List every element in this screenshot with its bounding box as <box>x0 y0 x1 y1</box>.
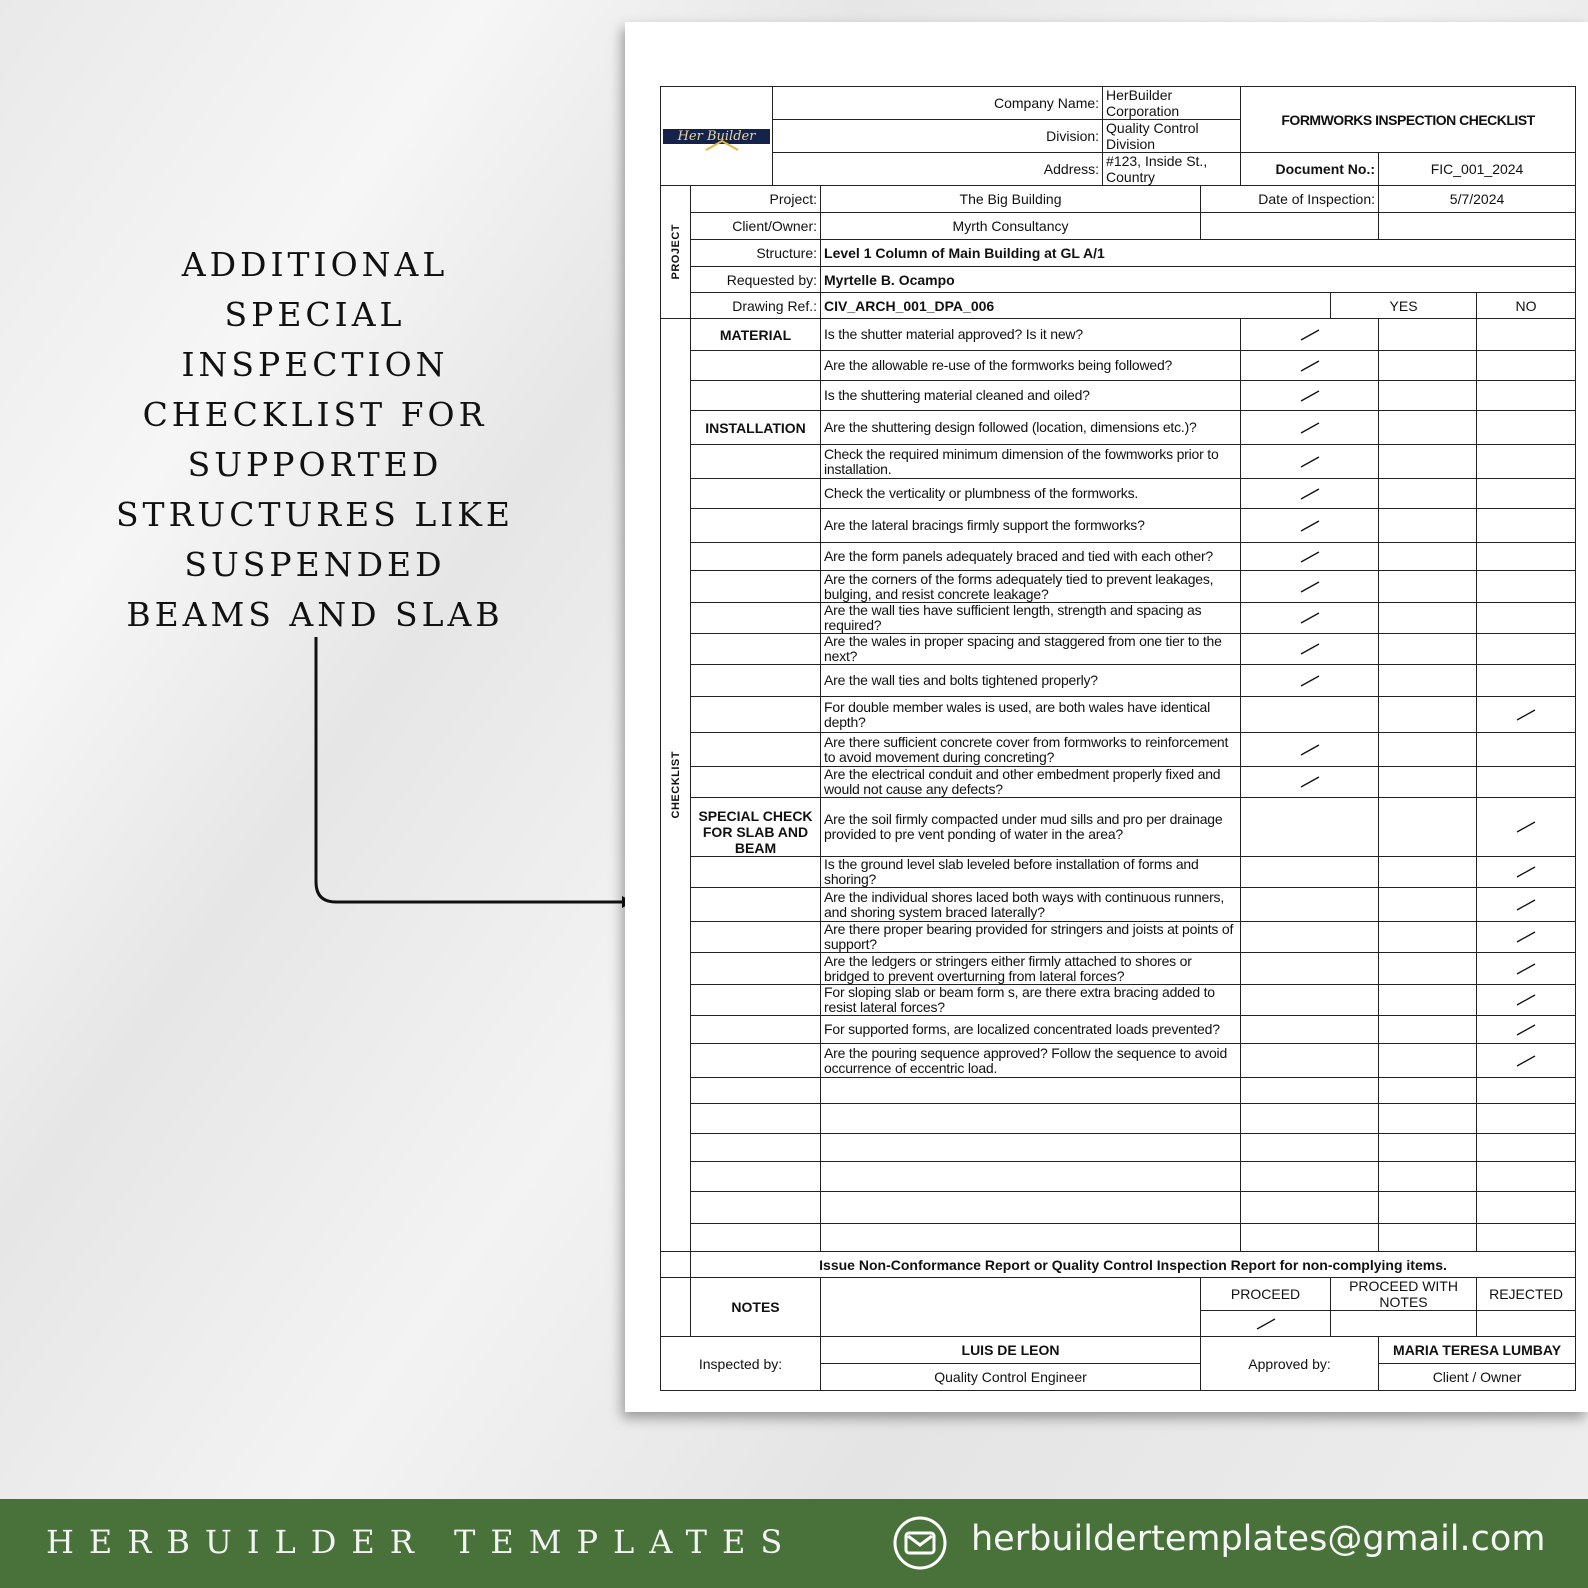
caption-line: SPECIAL <box>224 295 406 334</box>
checklist-row <box>661 1104 1576 1134</box>
checklist-row <box>661 1192 1576 1224</box>
issue-note: Issue Non-Conformance Report or Quality Control Inspection Report for non-complying items. <box>691 1252 1576 1278</box>
category-cell <box>691 1016 821 1044</box>
caption-line: STRUCTURES LIKE <box>115 495 515 534</box>
check-mark-icon <box>1299 328 1321 342</box>
notes-field[interactable] <box>821 1278 1201 1337</box>
answer-cell[interactable] <box>1241 319 1379 351</box>
check-mark-icon <box>1299 359 1321 373</box>
checklist-row <box>661 509 1576 543</box>
answer-cell[interactable] <box>1477 922 1576 953</box>
category-cell <box>691 767 821 798</box>
checklist-row <box>661 1044 1576 1078</box>
answer-cell[interactable] <box>1477 1016 1576 1044</box>
checklist-row <box>661 767 1576 798</box>
proceed-box[interactable] <box>1201 1311 1331 1337</box>
question-text <box>821 1162 1241 1192</box>
answer-cell[interactable] <box>1379 1192 1477 1224</box>
check-mark-icon <box>1299 775 1321 789</box>
date-value: 5/7/2024 <box>1379 186 1576 213</box>
checklist-row <box>661 634 1576 665</box>
category-cell <box>691 634 821 665</box>
answer-cell[interactable] <box>1379 411 1477 445</box>
answer-cell[interactable] <box>1241 665 1379 697</box>
blank-cell <box>1201 213 1379 240</box>
question-text: Check the required minimum dimension of the fowmworks prior to installation. <box>821 445 1241 479</box>
answer-cell[interactable] <box>1477 509 1576 543</box>
mail-icon <box>892 1515 948 1571</box>
question-text: Are the ledgers or stringers either firmly attached to shores or bridged to prevent overturning from lateral forces? <box>821 953 1241 985</box>
question-text: Are the lateral bracings firmly support the formworks? <box>821 509 1241 543</box>
answer-cell[interactable] <box>1241 953 1379 985</box>
answer-cell[interactable] <box>1241 381 1379 411</box>
answer-cell[interactable] <box>1379 857 1477 888</box>
category-cell <box>691 1044 821 1078</box>
answer-cell[interactable] <box>1379 603 1477 634</box>
answer-cell[interactable] <box>1477 1162 1576 1192</box>
answer-cell[interactable] <box>1477 1104 1576 1134</box>
project-section-label: PROJECT <box>669 224 682 280</box>
question-text: Are the allowable re-use of the formworks being followed? <box>821 351 1241 381</box>
answer-cell[interactable] <box>1379 381 1477 411</box>
category-cell <box>691 953 821 985</box>
check-mark-icon <box>1515 820 1537 834</box>
answer-cell[interactable] <box>1477 697 1576 733</box>
category-cell <box>691 1224 821 1252</box>
checklist-row <box>661 733 1576 767</box>
check-mark-icon <box>1299 455 1321 469</box>
answer-cell[interactable] <box>1241 1224 1379 1252</box>
requested-value: Myrtelle B. Ocampo <box>821 267 1576 293</box>
answer-cell[interactable] <box>1477 351 1576 381</box>
check-mark-icon <box>1515 865 1537 879</box>
answer-cell[interactable] <box>1379 798 1477 857</box>
company-value: HerBuilder Corporation <box>1103 87 1241 120</box>
checklist-row <box>661 445 1576 479</box>
answer-cell[interactable] <box>1241 888 1379 922</box>
question-text: Are the shuttering design followed (location, dimensions etc.)? <box>821 411 1241 445</box>
answer-cell[interactable] <box>1477 445 1576 479</box>
category-cell <box>691 1134 821 1162</box>
rejected-box[interactable] <box>1477 1311 1576 1337</box>
category-cell <box>691 571 821 603</box>
check-mark-icon <box>1515 1054 1537 1068</box>
check-mark-icon <box>1515 1023 1537 1037</box>
logo-text: Her Builder <box>677 128 756 144</box>
requested-label: Requested by: <box>691 267 821 293</box>
caption-line: BEAMS AND SLAB <box>126 595 504 634</box>
checklist-row <box>661 1016 1576 1044</box>
inspection-table <box>660 86 1576 1391</box>
inspector-title: Quality Control Engineer <box>821 1364 1201 1391</box>
division-label: Division: <box>773 120 1103 153</box>
answer-cell[interactable] <box>1477 1078 1576 1104</box>
question-text: Are the form panels adequately braced and tied with each other? <box>821 543 1241 571</box>
answer-cell[interactable] <box>1241 922 1379 953</box>
answer-cell[interactable] <box>1379 351 1477 381</box>
checklist-row <box>661 953 1576 985</box>
answer-cell[interactable] <box>1379 1078 1477 1104</box>
question-text: Are there proper bearing provided for stringers and joists at points of support? <box>821 922 1241 953</box>
answer-cell[interactable] <box>1241 1134 1379 1162</box>
check-mark-icon <box>1515 708 1537 722</box>
answer-cell[interactable] <box>1241 571 1379 603</box>
answer-cell[interactable] <box>1241 543 1379 571</box>
project-section <box>661 186 691 319</box>
question-text <box>821 1224 1241 1252</box>
company-logo <box>661 87 773 186</box>
checklist-row <box>661 857 1576 888</box>
category-cell <box>691 1192 821 1224</box>
drawing-value: CIV_ARCH_001_DPA_006 <box>821 293 1331 319</box>
answer-cell[interactable] <box>1477 543 1576 571</box>
answer-cell[interactable] <box>1477 798 1576 857</box>
category-cell <box>691 985 821 1016</box>
answer-cell[interactable] <box>1379 733 1477 767</box>
answer-cell[interactable] <box>1379 445 1477 479</box>
answer-cell[interactable] <box>1241 351 1379 381</box>
checklist-row <box>661 1134 1576 1162</box>
check-mark-icon <box>1515 898 1537 912</box>
check-mark-icon <box>1515 993 1537 1007</box>
category-cell <box>691 1162 821 1192</box>
question-text: Is the shuttering material cleaned and oiled? <box>821 381 1241 411</box>
answer-cell[interactable] <box>1379 1044 1477 1078</box>
answer-cell[interactable] <box>1477 1224 1576 1252</box>
answer-cell[interactable] <box>1379 571 1477 603</box>
check-mark-icon <box>1299 550 1321 564</box>
category-cell <box>691 543 821 571</box>
answer-cell[interactable] <box>1477 479 1576 509</box>
client-label: Client/Owner: <box>691 213 821 240</box>
answer-cell[interactable] <box>1379 543 1477 571</box>
caption-line: ADDITIONAL <box>181 245 449 284</box>
no-column-header: NO <box>1477 293 1576 319</box>
category-cell <box>691 697 821 733</box>
question-text: Are the pouring sequence approved? Follow the sequence to avoid occurrence of eccentric load. <box>821 1044 1241 1078</box>
category-cell: MATERIAL <box>691 319 821 351</box>
client-value: Myrth Consultancy <box>821 213 1201 240</box>
inspected-by-label: Inspected by: <box>661 1337 821 1391</box>
answer-cell[interactable] <box>1241 1016 1379 1044</box>
category-cell: INSTALLATION <box>691 411 821 445</box>
connector-arrow <box>0 0 700 1100</box>
checklist-row <box>661 1224 1576 1252</box>
answer-cell[interactable] <box>1241 985 1379 1016</box>
check-mark-icon <box>1299 611 1321 625</box>
answer-cell[interactable] <box>1477 665 1576 697</box>
document-number-value: FIC_001_2024 <box>1379 153 1576 186</box>
answer-cell[interactable] <box>1241 479 1379 509</box>
division-value: Quality Control Division <box>1103 120 1241 153</box>
check-mark-icon <box>1299 421 1321 435</box>
checklist-section <box>661 319 691 1252</box>
address-label: Address: <box>773 153 1103 186</box>
answer-cell[interactable] <box>1379 888 1477 922</box>
checklist-section-label: CHECKLIST <box>669 751 682 819</box>
blank-cell <box>1379 213 1576 240</box>
answer-cell[interactable] <box>1241 1192 1379 1224</box>
document-number-label: Document No.: <box>1241 153 1379 186</box>
category-cell <box>691 665 821 697</box>
category-cell: SPECIAL CHECK FOR SLAB AND BEAM <box>691 798 821 857</box>
question-text <box>821 1134 1241 1162</box>
answer-cell[interactable] <box>1241 1078 1379 1104</box>
answer-cell[interactable] <box>1477 767 1576 798</box>
checklist-row <box>661 319 1576 351</box>
answer-cell[interactable] <box>1477 381 1576 411</box>
structure-value: Level 1 Column of Main Building at GL A/1 <box>821 240 1576 267</box>
check-mark-icon <box>1299 519 1321 533</box>
answer-cell[interactable] <box>1379 767 1477 798</box>
address-value: #123, Inside St., Country <box>1103 153 1241 186</box>
answer-cell[interactable] <box>1379 1104 1477 1134</box>
answer-cell[interactable] <box>1477 733 1576 767</box>
caption-line: INSPECTION <box>181 345 449 384</box>
checklist-row <box>661 351 1576 381</box>
answer-cell[interactable] <box>1477 888 1576 922</box>
answer-cell[interactable] <box>1241 445 1379 479</box>
question-text: For double member wales is used, are both wales have identical depth? <box>821 697 1241 733</box>
answer-cell[interactable] <box>1379 509 1477 543</box>
answer-cell[interactable] <box>1241 767 1379 798</box>
yes-column-header: YES <box>1331 293 1477 319</box>
approver-name: MARIA TERESA LUMBAY <box>1379 1337 1576 1364</box>
question-text: Are the individual shores laced both ways with continuous runners, and shoring system braced laterally? <box>821 888 1241 922</box>
category-cell <box>691 1104 821 1134</box>
caption-line: SUSPENDED <box>184 545 446 584</box>
answer-cell[interactable] <box>1379 922 1477 953</box>
answer-cell[interactable] <box>1379 697 1477 733</box>
notes-label: NOTES <box>691 1278 821 1337</box>
question-text <box>821 1104 1241 1134</box>
answer-cell[interactable] <box>1477 985 1576 1016</box>
caption-line: CHECKLIST FOR <box>142 395 488 434</box>
answer-cell[interactable] <box>1477 857 1576 888</box>
category-cell <box>691 351 821 381</box>
question-text: Are the wales in proper spacing and staggered from one tier to the next? <box>821 634 1241 665</box>
answer-cell[interactable] <box>1477 1134 1576 1162</box>
brand-name: HERBUILDER TEMPLATES <box>46 1523 798 1561</box>
answer-cell[interactable] <box>1477 634 1576 665</box>
category-cell <box>691 922 821 953</box>
checklist-row <box>661 922 1576 953</box>
date-label: Date of Inspection: <box>1201 186 1379 213</box>
check-mark-icon <box>1515 962 1537 976</box>
checklist-row <box>661 543 1576 571</box>
check-mark-icon <box>1299 487 1321 501</box>
checklist-row <box>661 479 1576 509</box>
check-mark-icon <box>1255 1317 1277 1331</box>
roof-icon <box>705 139 739 151</box>
inspector-name: LUIS DE LEON <box>821 1337 1201 1364</box>
category-cell <box>691 733 821 767</box>
approved-by-label: Approved by: <box>1201 1337 1379 1391</box>
project-value: The Big Building <box>821 186 1201 213</box>
answer-cell[interactable] <box>1241 634 1379 665</box>
question-text: Are the wall ties have sufficient length, strength and spacing as required? <box>821 603 1241 634</box>
proceed-label: PROCEED <box>1201 1278 1331 1311</box>
logo-box <box>663 129 770 144</box>
checklist-row <box>661 697 1576 733</box>
answer-cell[interactable] <box>1477 1192 1576 1224</box>
answer-cell[interactable] <box>1241 857 1379 888</box>
check-mark-icon <box>1515 930 1537 944</box>
checklist-row <box>661 603 1576 634</box>
answer-cell[interactable] <box>1379 319 1477 351</box>
proceed-with-notes-label: PROCEED WITH NOTES <box>1331 1278 1477 1311</box>
answer-cell[interactable] <box>1379 1134 1477 1162</box>
category-cell <box>691 479 821 509</box>
answer-cell[interactable] <box>1379 985 1477 1016</box>
answer-cell[interactable] <box>1379 1016 1477 1044</box>
answer-cell[interactable] <box>1477 319 1576 351</box>
question-text: Are the electrical conduit and other embedment properly fixed and would not cause any defects? <box>821 767 1241 798</box>
question-text: Are the soil firmly compacted under mud sills and pro per drainage provided to pre vent ponding of water in the area? <box>821 798 1241 857</box>
footer-banner <box>0 1499 1588 1588</box>
answer-cell[interactable] <box>1379 1162 1477 1192</box>
category-cell <box>691 445 821 479</box>
question-text: Are there sufficient concrete cover from formworks to reinforcement to avoid movement during concreting? <box>821 733 1241 767</box>
blank-cell <box>661 1278 691 1337</box>
blank-cell <box>661 1252 691 1278</box>
answer-cell[interactable] <box>1241 603 1379 634</box>
answer-cell[interactable] <box>1477 571 1576 603</box>
check-mark-icon <box>1299 743 1321 757</box>
answer-cell[interactable] <box>1477 603 1576 634</box>
answer-cell[interactable] <box>1477 411 1576 445</box>
caption-line: SUPPORTED <box>187 445 443 484</box>
checklist-row <box>661 798 1576 857</box>
question-text: For sloping slab or beam form s, are there extra bracing added to resist lateral forces? <box>821 985 1241 1016</box>
answer-cell[interactable] <box>1241 798 1379 857</box>
document-title: FORMWORKS INSPECTION CHECKLIST <box>1241 87 1576 153</box>
question-text: Are the corners of the forms adequately tied to prevent leakages, bulging, and resist concrete leakage? <box>821 571 1241 603</box>
answer-cell[interactable] <box>1379 953 1477 985</box>
category-cell <box>691 603 821 634</box>
answer-cell[interactable] <box>1241 1162 1379 1192</box>
question-text <box>821 1078 1241 1104</box>
answer-cell[interactable] <box>1379 1224 1477 1252</box>
email-address[interactable]: herbuildertemplates@gmail.com <box>971 1519 1546 1559</box>
checklist-row <box>661 411 1576 445</box>
answer-cell[interactable] <box>1379 665 1477 697</box>
checklist-row <box>661 1078 1576 1104</box>
project-label: Project: <box>691 186 821 213</box>
answer-cell[interactable] <box>1379 634 1477 665</box>
rejected-label: REJECTED <box>1477 1278 1576 1311</box>
answer-cell[interactable] <box>1241 697 1379 733</box>
question-text: Is the shutter material approved? Is it new? <box>821 319 1241 351</box>
answer-cell[interactable] <box>1477 1044 1576 1078</box>
approver-title: Client / Owner <box>1379 1364 1576 1391</box>
drawing-label: Drawing Ref.: <box>691 293 821 319</box>
structure-label: Structure: <box>691 240 821 267</box>
category-cell <box>691 888 821 922</box>
category-cell <box>691 1078 821 1104</box>
category-cell <box>691 857 821 888</box>
check-mark-icon <box>1299 642 1321 656</box>
category-cell <box>691 509 821 543</box>
category-cell <box>691 381 821 411</box>
checklist-row <box>661 888 1576 922</box>
question-text: For supported forms, are localized concentrated loads prevented? <box>821 1016 1241 1044</box>
answer-cell[interactable] <box>1241 733 1379 767</box>
question-text: Is the ground level slab leveled before installation of forms and shoring? <box>821 857 1241 888</box>
answer-cell[interactable] <box>1379 479 1477 509</box>
checklist-document <box>625 22 1588 1412</box>
answer-cell[interactable] <box>1477 953 1576 985</box>
answer-cell[interactable] <box>1241 509 1379 543</box>
question-text: Are the wall ties and bolts tightened properly? <box>821 665 1241 697</box>
check-mark-icon <box>1299 389 1321 403</box>
check-mark-icon <box>1299 580 1321 594</box>
question-text: Check the verticality or plumbness of the formworks. <box>821 479 1241 509</box>
answer-cell[interactable] <box>1241 411 1379 445</box>
company-label: Company Name: <box>773 87 1103 120</box>
question-text <box>821 1192 1241 1224</box>
answer-cell[interactable] <box>1241 1044 1379 1078</box>
answer-cell[interactable] <box>1241 1104 1379 1134</box>
checklist-row <box>661 985 1576 1016</box>
checklist-row <box>661 665 1576 697</box>
check-mark-icon <box>1299 674 1321 688</box>
checklist-row <box>661 381 1576 411</box>
proceed-with-notes-box[interactable] <box>1331 1311 1477 1337</box>
checklist-row <box>661 1162 1576 1192</box>
checklist-row <box>661 571 1576 603</box>
